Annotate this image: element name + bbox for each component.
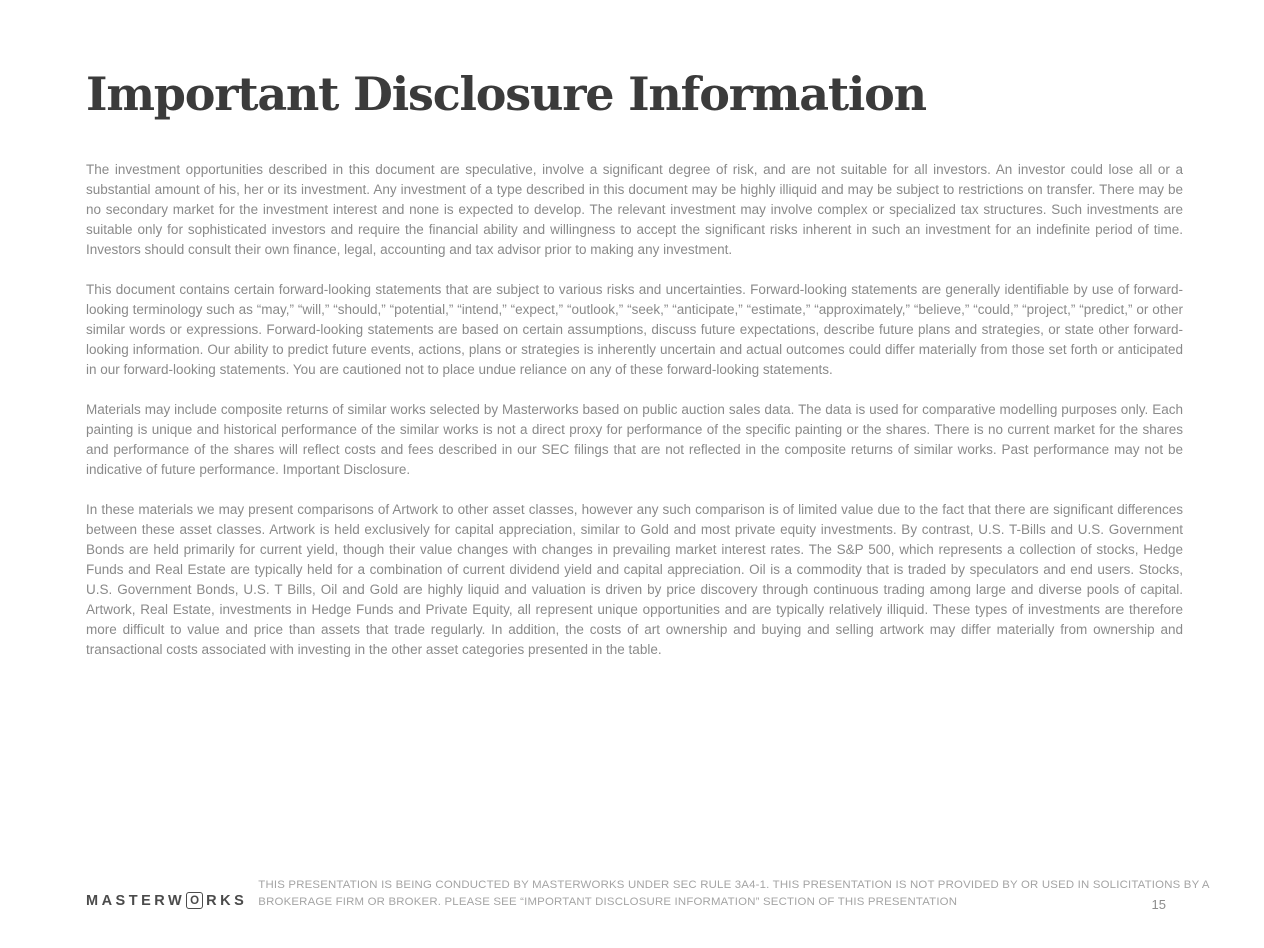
page-number: 15 (1151, 897, 1166, 912)
footer-disclaimer: THIS PRESENTATION IS BEING CONDUCTED BY MASTERWORKS UNDER SEC RULE 3A4-1. THIS PRESENTATION IS NOT PROVIDED BY OR USED IN SOLICITATIONS BY A BROKERAGE FIRM OR BROKER. PLEASE SEE “IMPORTANT DISCLOSURE INFORMATION” SECTION OF THIS PRESENTATION (258, 879, 1210, 908)
page-title: Important Disclosure Information (86, 67, 926, 121)
paragraph-forward-looking: This document contains certain forward-looking statements that are subject to various risks and uncertainties. Forward-looking statements are generally identifiable by use of forward-looking terminology such as “may,” “will,” “should,” “potential,” “intend,” “expect,” “outlook,” “seek,” “anticipate,” “estimate,” “approximately,” “believe,” “could,” “project,” “predict,” or other similar words or expressions. Forward-looking statements are based on certain assumptions, discuss future expectations, describe future plans and strategies, or state other forward-looking information. Our ability to predict future events, actions, plans or strategies is inherently uncertain and actual outcomes could differ materially from those set forth or anticipated in our forward-looking statements. You are cautioned not to place undue reliance on any of these forward-looking statements. (86, 282, 1183, 378)
paragraph-composite-returns: Materials may include composite returns of similar works selected by Masterworks based on public auction sales data. The data is used for comparative modelling purposes only. Each painting is unique and historical performance of the similar works is not a direct proxy for performance of the specific painting or the shares. There is no current market for the shares and performance of the shares will reflect costs and fees described in our SEC filings that are not reflected in the composite returns of similar works. Past performance may not be indicative of future performance. Important Disclosure. (86, 402, 1183, 478)
masterworks-logo (86, 892, 247, 910)
paragraph-investment-risk: The investment opportunities described in this document are speculative, involve a significant degree of risk, and are not suitable for all investors. An investor could lose all or a substantial amount of his, her or its investment. Any investment of a type described in this document may be highly illiquid and may be subject to restrictions on transfer. There may be no secondary market for the investment interest and none is expected to develop. The relevant investment may involve complex or specialized tax structures. Such investments are suitable only for sophisticated investors and require the financial ability and willingness to accept the significant risks inherent in such an investment for an indefinite period of time. Investors should consult their own finance, legal, accounting and tax advisor prior to making any investment. (86, 162, 1183, 258)
logo-text-left: MASTERW (86, 892, 186, 909)
logo-boxed-o-icon: O (186, 892, 203, 909)
disclosure-body (86, 160, 1183, 660)
logo-text-right: RKS (206, 892, 248, 909)
slide-footer (86, 877, 1240, 910)
paragraph-asset-comparison: In these materials we may present comparisons of Artwork to other asset classes, however any such comparison is of limited value due to the fact that there are significant differences between these asset classes. Artwork is held exclusively for capital appreciation, similar to Gold and most private equity investments. By contrast, U.S. T-Bills and U.S. Government Bonds are held primarily for current yield, though their value changes with changes in prevailing market interest rates. The S&P 500, which represents a collection of stocks, Hedge Funds and Real Estate are typically held for a combination of current dividend yield and capital appreciation. Oil is a commodity that is traded by speculators and end users. Stocks, U.S. Government Bonds, U.S. T Bills, Oil and Gold are highly liquid and valuation is driven by price discovery through continuous trading among large and diverse pools of capital. Artwork, Real Estate, investments in Hedge Funds and Private Equity, all represent unique opportunities and are typically relatively illiquid. These types of investments are therefore more difficult to value and price than assets that trade regularly. In addition, the costs of art ownership and buying and selling artwork may differ materially from ownership and transactional costs associated with investing in the other asset categories presented in the table. (86, 502, 1183, 658)
